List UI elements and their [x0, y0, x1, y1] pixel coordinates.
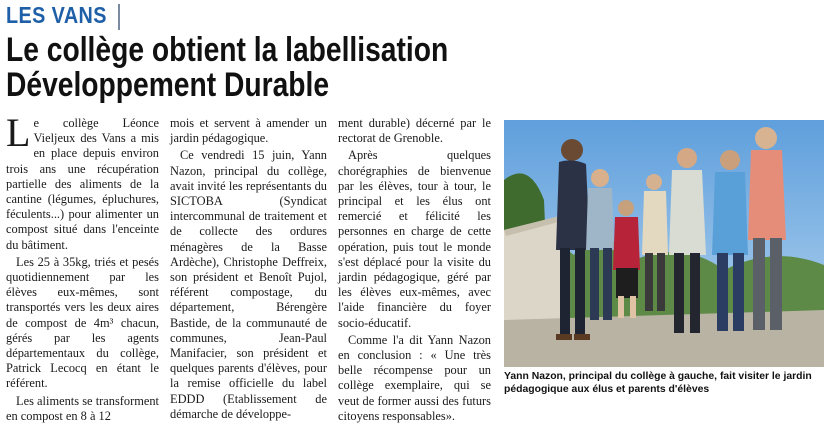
kicker-divider [118, 4, 120, 30]
article-paragraph: Les aliments se transforment en compost en 8 à 12 [6, 393, 159, 423]
group-photo-illustration [504, 120, 824, 367]
article-paragraph: mois et servent à amender un jardin pédagogique. [170, 116, 327, 146]
headline [6, 33, 448, 103]
article-paragraph: Après quelques chorégraphies de bienvenue par les élèves, tour à tour, le principal et les élus ont remercié et félicité les personnes en charge de cette opération, puis tout le monde s'est déplacé pour la visite du jardin pédagogique, géré par les élèves eux-mêmes, avec l'aide financière du foyer socio-éducatif. [338, 148, 491, 330]
article-paragraph [6, 110, 159, 253]
section-kicker: LES VANS [6, 2, 107, 28]
article-column-2 [170, 116, 327, 422]
drop-cap: L [6, 110, 31, 155]
article-column-3 [338, 116, 491, 424]
article-paragraph: ment durable) décerné par le rectorat de Grenoble. [338, 116, 491, 146]
article-paragraph: Comme l'a dit Yann Nazon en conclusion : « Une très belle récompense pour un collège exemplaire, qui se veut de former aussi des futurs citoyens responsables». [338, 332, 491, 423]
article-column-1 [6, 110, 159, 424]
headline-line-1: Le collège obtient la labellisation [6, 31, 449, 69]
photo-caption: Yann Nazon, principal du collège à gauche, fait visiter le jardin pédagogique aux élus et parents d'élèves [504, 371, 812, 395]
headline-line-2: Développement Durable [6, 66, 330, 104]
article-paragraph: Les 25 à 35kg, triés et pesés quotidiennement par les élèves eux-mêmes, sont transportés vers les deux aires de compost de 4m³ chacun, gérés par les agents départementaux du collège, Patrick Lecocq en étant le référent. [6, 254, 159, 391]
paragraph-text: e collège Léonce Vieljeux des Vans a mis en place depuis environ trois ans une récupération partielle des aliments de la cantine (légumes, épluchures, féculents...) pour alimenter un compost situé dans l'enceinte du bâtiment. [6, 116, 159, 252]
article-paragraph: Ce vendredi 15 juin, Yann Nazon, principal du collège, avait invité les représentants du SICTOBA (Syndicat intercommunal de traitement et de collecte des ordures ménagères de la Basse Ardèche), Christophe Deffreix, son président et Benoît Pujol, référent compostage, du département, Bérengère Bastide, de la communauté de communes, Jean-Paul Manifacier, son président et quelques parents d'élèves, pour la remise officielle du label EDDD (Etablissement de démarche de développe- [170, 148, 327, 421]
article-photo [504, 120, 824, 367]
